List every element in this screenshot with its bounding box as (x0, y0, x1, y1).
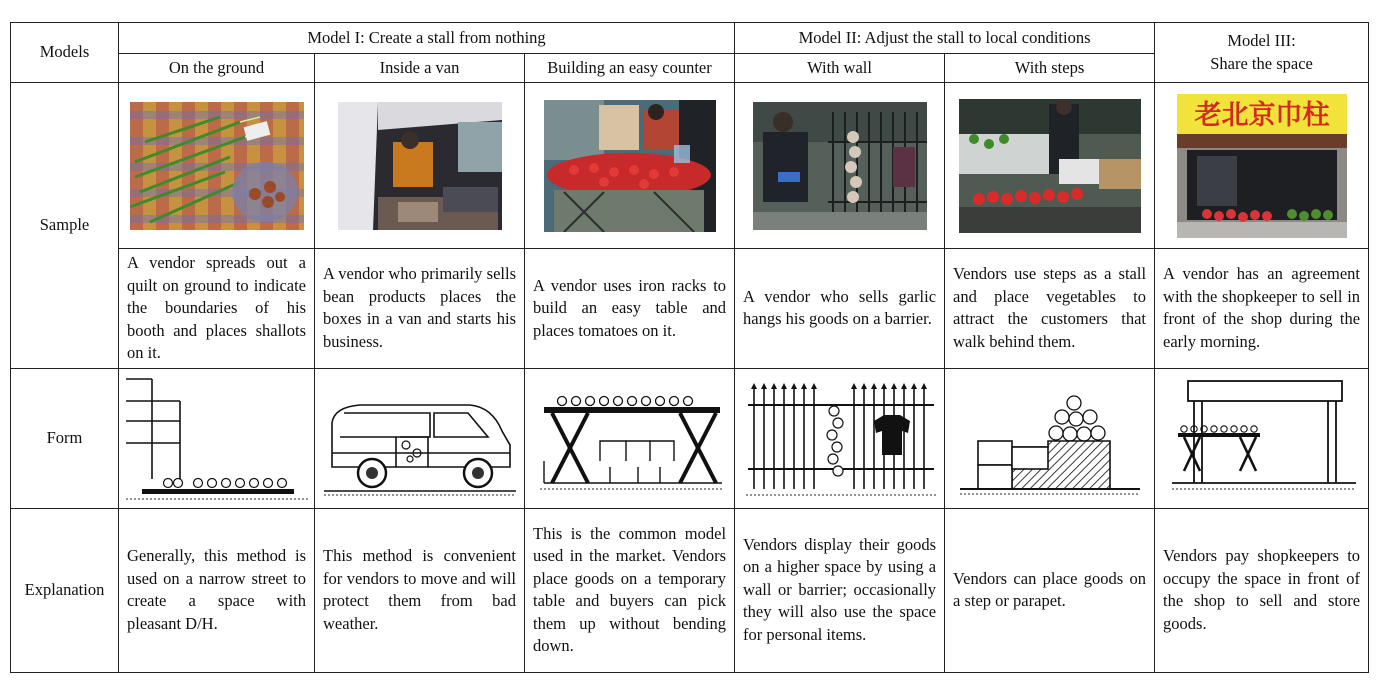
form-with-wall (735, 368, 945, 508)
photo-vegetable-steps (959, 99, 1141, 233)
sub-header-with-wall: With wall (735, 54, 945, 83)
form-inside-van (315, 368, 525, 508)
sub-header-with-steps: With steps (945, 54, 1155, 83)
explanation-inside-van: This method is convenient for vendors to move and will protect them from bad weather. (315, 508, 525, 672)
models-header: Models (11, 23, 119, 83)
photo-inside-van (315, 83, 525, 249)
shop-sign-text: 老北京巾柱 (1194, 99, 1330, 131)
sub-header-on-ground: On the ground (119, 54, 315, 83)
explanation-with-steps: Vendors can place goods on a step or parapet. (945, 508, 1155, 672)
photo-with-steps (945, 83, 1155, 249)
explanation-share-space: Vendors pay shopkeepers to occupy the space in front of the shop to sell and store goods. (1155, 508, 1369, 672)
caption-share-space: A vendor has an agreement with the shopkeeper to sell in front of the shop during the early morning. (1155, 249, 1369, 369)
explanation-with-wall: Vendors display their goods on a higher space by using a wall or barrier; occasionally they will also use the space for personal items. (735, 508, 945, 672)
model3-header (1155, 23, 1369, 83)
photo-quilt-shallots (130, 102, 304, 230)
form-with-steps (945, 368, 1155, 508)
explanation-easy-counter: This is the common model used in the market. Vendors place goods on a temporary table and buyers can pick them up without bending down. (525, 508, 735, 672)
caption-on-ground: A vendor spreads out a quilt on ground to indicate the boundaries of his booth and places shallots on it. (119, 249, 315, 369)
form-row-label: Form (11, 368, 119, 508)
stall-models-table (10, 22, 1369, 673)
photo-garlic-barrier (753, 102, 927, 230)
caption-inside-van: A vendor who primarily sells bean products places the boxes in a van and starts his business. (315, 249, 525, 369)
photo-with-wall (735, 83, 945, 249)
model2-header: Model II: Adjust the stall to local conditions (735, 23, 1155, 54)
photo-on-ground (119, 83, 315, 249)
model3-title-line2: Share the space (1210, 53, 1313, 73)
sketch-shop (1164, 371, 1360, 505)
explanation-row-label: Explanation (11, 508, 119, 672)
model1-header: Model I: Create a stall from nothing (119, 23, 735, 54)
caption-with-wall: A vendor who sells garlic hangs his goods on a barrier. (735, 249, 945, 369)
photo-shopfront (1177, 94, 1347, 238)
form-on-ground (119, 368, 315, 508)
sketch-on-ground (122, 371, 312, 505)
sketch-van (320, 371, 520, 505)
sketch-steps (952, 371, 1148, 505)
sample-row-label: Sample (11, 83, 119, 369)
caption-with-steps: Vendors use steps as a stall and place vegetables to attract the customers that walk behind them. (945, 249, 1155, 369)
sketch-counter (530, 371, 730, 505)
form-share-space (1155, 368, 1369, 508)
photo-share-space (1155, 83, 1369, 249)
sketch-fence (742, 371, 938, 505)
model3-title-line1: Model III: (1227, 31, 1296, 50)
caption-easy-counter: A vendor uses iron racks to build an easy table and places tomatoes on it. (525, 249, 735, 369)
form-easy-counter (525, 368, 735, 508)
explanation-on-ground: Generally, this method is used on a narrow street to create a space with pleasant D/H. (119, 508, 315, 672)
sub-header-inside-van: Inside a van (315, 54, 525, 83)
photo-tomato-counter (544, 100, 716, 232)
sub-header-easy-counter: Building an easy counter (525, 54, 735, 83)
photo-easy-counter (525, 83, 735, 249)
photo-van (338, 102, 502, 230)
